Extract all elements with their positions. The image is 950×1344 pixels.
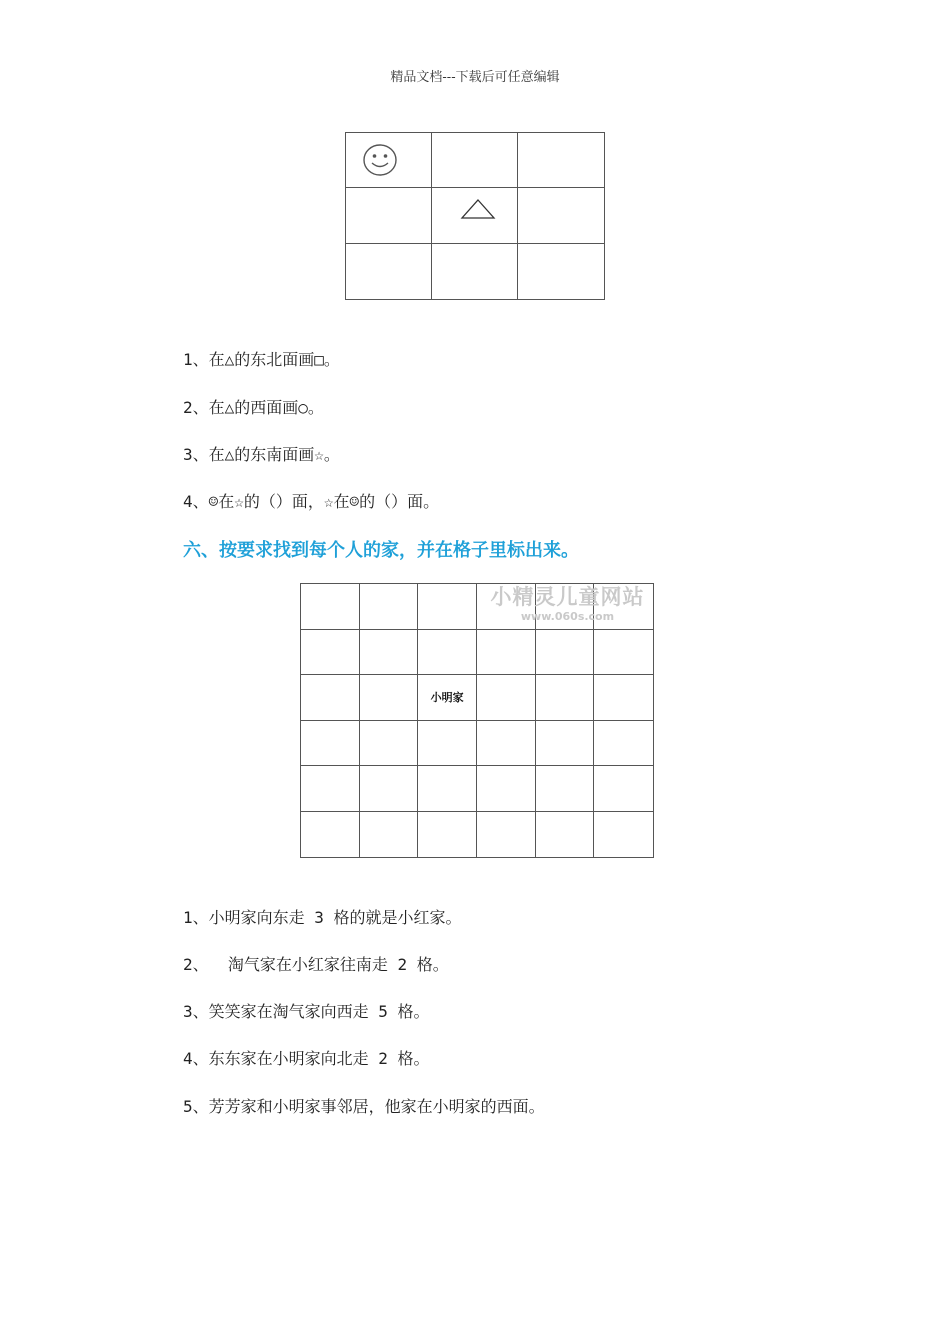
- task-4: 4、东东家在小明家向北走 2 格。: [183, 1049, 430, 1068]
- grid-cell: [477, 812, 536, 858]
- question-3: 3、在△的东南面画☆。: [183, 445, 340, 464]
- grid-cell: [536, 630, 595, 676]
- grid-cell: [418, 721, 477, 767]
- grid-cell: [594, 766, 653, 812]
- grid-cell: [594, 721, 653, 767]
- task-1: 1、小明家向东走 3 格的就是小红家。: [183, 908, 462, 927]
- page-header: 精品文档---下载后可任意编辑: [390, 70, 560, 85]
- grid-cell: [432, 244, 518, 299]
- grid-cell: [301, 721, 360, 767]
- grid-cell: [360, 812, 419, 858]
- grid-cell: [346, 133, 432, 188]
- grid-cell: [346, 244, 432, 299]
- grid-cell: [418, 812, 477, 858]
- grid-cell: [418, 584, 477, 630]
- grid-cell: [432, 188, 518, 243]
- grid-cell: [594, 812, 653, 858]
- grid-cell: [301, 812, 360, 858]
- grid-cell: [360, 675, 419, 721]
- home-grid: [300, 583, 654, 858]
- grid-cell: [360, 630, 419, 676]
- grid-cell: [477, 584, 536, 630]
- watermark-url: www.060s.com: [520, 610, 615, 623]
- grid-cell: [360, 721, 419, 767]
- grid-cell: [536, 584, 595, 630]
- grid-cell: [536, 812, 595, 858]
- grid-cell: [418, 630, 477, 676]
- grid-cell: [477, 630, 536, 676]
- grid-cell: [594, 584, 653, 630]
- grid-cell: [518, 188, 604, 243]
- section-title: 六、按要求找到每个人的家，并在格子里标出来。: [183, 540, 579, 561]
- task-5: 5、芳芳家和小明家事邻居，他家在小明家的西面。: [183, 1097, 545, 1116]
- grid-cell: [536, 766, 595, 812]
- grid-cell: [477, 766, 536, 812]
- grid-cell: [301, 675, 360, 721]
- grid-cell: [518, 133, 604, 188]
- task-3: 3、笑笑家在淘气家向西走 5 格。: [183, 1002, 430, 1021]
- grid-cell: [477, 675, 536, 721]
- grid-cell: [518, 244, 604, 299]
- triangle-icon: [460, 198, 496, 220]
- grid-cell: [536, 721, 595, 767]
- question-4: 4、☺在☆的（）面，☆在☺的（）面。: [183, 492, 440, 511]
- grid-cell: [360, 584, 419, 630]
- question-2: 2、在△的西面画○。: [183, 398, 324, 417]
- direction-grid: [345, 132, 605, 300]
- watermark-title: 小精灵儿童网站: [490, 585, 645, 609]
- grid-cell: [301, 766, 360, 812]
- task-2: 2、 淘气家在小红家往南走 2 格。: [183, 955, 449, 974]
- grid-cell: [301, 630, 360, 676]
- grid-cell: [418, 766, 477, 812]
- grid-cell: [346, 188, 432, 243]
- grid-cell: [301, 584, 360, 630]
- grid-cell: [536, 675, 595, 721]
- grid-cell: [432, 133, 518, 188]
- smiley-face-icon: [362, 143, 398, 177]
- grid-cell: [594, 630, 653, 676]
- question-1: 1、在△的东北面画□。: [183, 350, 340, 369]
- grid-cell: [477, 721, 536, 767]
- grid-cell: [360, 766, 419, 812]
- grid-cell: [594, 675, 653, 721]
- grid-cell-xiaoming-home: [418, 675, 477, 721]
- home-label: 小明家: [430, 691, 464, 705]
